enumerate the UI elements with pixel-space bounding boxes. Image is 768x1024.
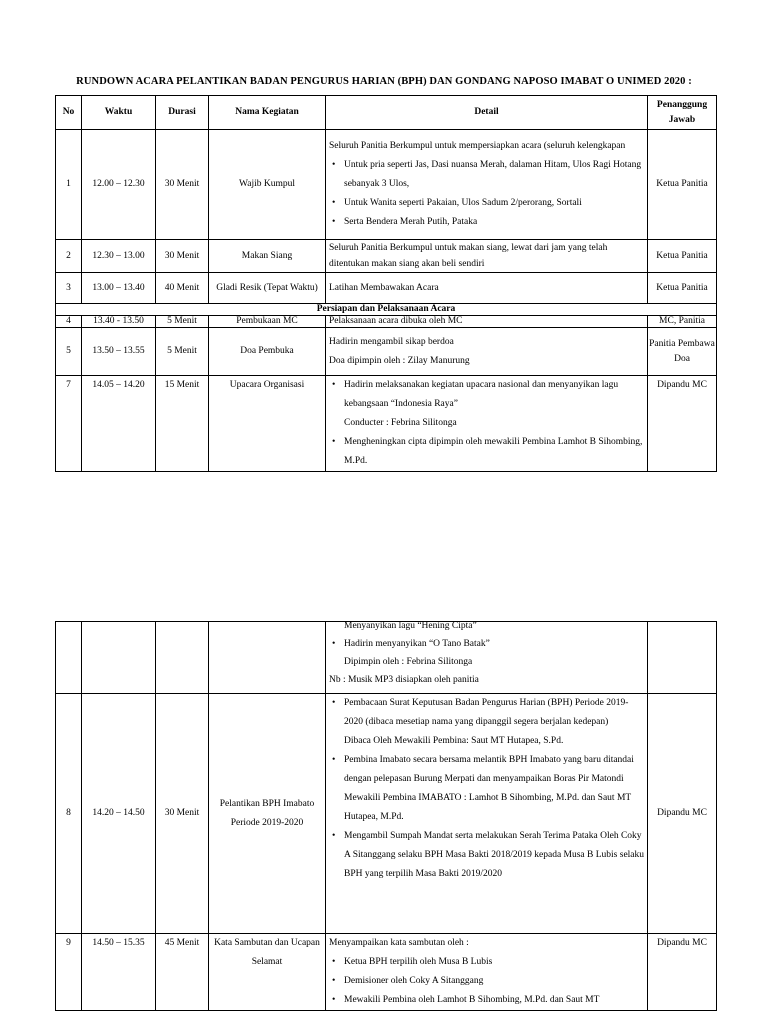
- header-waktu: Waktu: [82, 96, 156, 130]
- cell-nama: Wajib Kumpul: [209, 130, 326, 240]
- cell-durasi: 30 Menit: [156, 694, 209, 934]
- cell-no: 9: [56, 934, 82, 1011]
- header-penanggung-jawab: Penanggung Jawab: [648, 96, 717, 130]
- cell-detail: Seluruh Panitia Berkumpul untuk makan siang, lewat dari jam yang telah ditentukan makan siang akan beli sendiri: [326, 240, 648, 273]
- rundown-table-continued: [55, 621, 717, 1011]
- cell-detail: [326, 622, 648, 694]
- header-no: No: [56, 96, 82, 130]
- detail-bullet: • Demisioner oleh Coky A Sitanggang: [329, 972, 645, 991]
- detail-bullet: • Pembina Imabato secara bersama melantik BPH Imabato yang baru ditandai dengan pelepasan Burung Merpati dan menyampaikan Boras Pir Matondi: [329, 751, 645, 789]
- detail-bullet: • Mengheningkan cipta dipimpin oleh mewakili Pembina Lamhot B Sihombing, M.Pd.: [329, 433, 645, 471]
- cell-no: 3: [56, 273, 82, 304]
- cell-nama: Makan Siang: [209, 240, 326, 273]
- cell-nama: Kata Sambutan dan Ucapan Selamat: [209, 934, 326, 1011]
- table-row: [56, 376, 717, 472]
- detail-text: Dipimpin oleh : Febrina Silitonga: [344, 657, 473, 667]
- cell-durasi: 30 Menit: [156, 130, 209, 240]
- cell-detail: [326, 328, 648, 376]
- cell-pj: [648, 622, 717, 694]
- cell-nama: [209, 622, 326, 694]
- cell-durasi: [156, 622, 209, 694]
- detail-text: Menyanyikan lagu “Hening Cipta”: [344, 621, 477, 631]
- cell-nama: Gladi Resik (Tepat Waktu): [209, 273, 326, 304]
- cell-pj: Dipandu MC: [648, 694, 717, 934]
- cell-nama: Pembukaan MC: [209, 316, 326, 328]
- table-row: [56, 130, 717, 240]
- cell-waktu: 14.20 – 14.50: [82, 694, 156, 934]
- cell-durasi: 5 Menit: [156, 316, 209, 328]
- cell-no: 7: [56, 376, 82, 472]
- cell-pj: MC, Panitia: [648, 316, 717, 328]
- detail-bullet: • Mewakili Pembina oleh Lamhot B Sihombing, M.Pd. dan Saut MT: [329, 991, 645, 1010]
- detail-bullet: • Untuk pria seperti Jas, Dasi nuansa Merah, dalaman Hitam, Ulos Ragi Hotang sebanyak 3 Ulos,: [329, 156, 645, 194]
- cell-waktu: [82, 622, 156, 694]
- detail-text: Nb : Musik MP3 disiapkan oleh panitia: [329, 675, 479, 685]
- table-row: [56, 273, 717, 304]
- cell-pj: Ketua Panitia: [648, 273, 717, 304]
- table-header-row: [56, 96, 717, 130]
- cell-no: 1: [56, 130, 82, 240]
- cell-pj: Panitia Pembawa Doa: [648, 328, 717, 376]
- cell-detail: [326, 694, 648, 934]
- table-row: [56, 622, 717, 694]
- cell-nama: Doa Pembuka: [209, 328, 326, 376]
- detail-text: Hadirin mengambil sikap berdoa: [329, 336, 454, 347]
- cell-no: 4: [56, 316, 82, 328]
- header-detail: Detail: [326, 96, 648, 130]
- detail-text: Mewakili Pembina IMABATO : Lamhot B Sihombing, M.Pd. dan Saut MT Hutapea, M.Pd.: [344, 793, 632, 822]
- cell-waktu: 13.40 - 13.50: [82, 316, 156, 328]
- table-row: [56, 316, 717, 328]
- cell-pj: Dipandu MC: [648, 934, 717, 1011]
- cell-durasi: 5 Menit: [156, 328, 209, 376]
- detail-text: Conducter : Febrina Silitonga: [344, 418, 457, 428]
- cell-pj: Ketua Panitia: [648, 130, 717, 240]
- table-row: [56, 694, 717, 934]
- table-row: [56, 328, 717, 376]
- cell-waktu: 14.50 – 15.35: [82, 934, 156, 1011]
- cell-detail: [326, 130, 648, 240]
- cell-pj: Ketua Panitia: [648, 240, 717, 273]
- cell-waktu: 14.05 – 14.20: [82, 376, 156, 472]
- detail-bullet: • Mengambil Sumpah Mandat serta melakukan Serah Terima Pataka Oleh Coky A Sitanggang selaku BPH Masa Bakti 2018/2019 kepada Musa B Lubis selaku BPH yang terpilih Masa Bakti 2019/2020: [329, 827, 645, 884]
- table-row: [56, 240, 717, 273]
- cell-durasi: 30 Menit: [156, 240, 209, 273]
- rundown-table: [55, 95, 717, 472]
- section-row: [56, 304, 717, 316]
- cell-waktu: 12.30 – 13.00: [82, 240, 156, 273]
- cell-pj: Dipandu MC: [648, 376, 717, 472]
- cell-nama: Pelantikan BPH Imabato Periode 2019-2020: [209, 694, 326, 934]
- header-nama-kegiatan: Nama Kegiatan: [209, 96, 326, 130]
- cell-no: [56, 622, 82, 694]
- detail-bullet: • Hadirin melaksanakan kegiatan upacara nasional dan menyanyikan lagu kebangsaan “Indonesia Raya”: [329, 376, 645, 414]
- section-title: Persiapan dan Pelaksanaan Acara: [56, 304, 717, 316]
- header-durasi: Durasi: [156, 96, 209, 130]
- cell-durasi: 15 Menit: [156, 376, 209, 472]
- detail-bullet: • Ketua BPH terpilih oleh Musa B Lubis: [329, 953, 645, 972]
- cell-no: 2: [56, 240, 82, 273]
- detail-bullet: • Untuk Wanita seperti Pakaian, Ulos Sadum 2/perorang, Sortali: [329, 194, 645, 213]
- detail-text: Dibaca Oleh Mewakili Pembina: Saut MT Hutapea, S.Pd.: [344, 736, 564, 746]
- document-title: RUNDOWN ACARA PELANTIKAN BADAN PENGURUS HARIAN (BPH) DAN GONDANG NAPOSO IMABAT O UNIMED 2020 :: [76, 76, 692, 87]
- cell-detail: [326, 376, 648, 472]
- cell-nama: Upacara Organisasi: [209, 376, 326, 472]
- detail-text: Doa dipimpin oleh : Zilay Manurung: [329, 355, 470, 366]
- detail-bullet: • Serta Bendera Merah Putih, Pataka: [329, 213, 645, 232]
- detail-bullet: • Hadirin menyanyikan “O Tano Batak”: [329, 635, 645, 653]
- cell-waktu: 13.00 – 13.40: [82, 273, 156, 304]
- table-row: [56, 934, 717, 1011]
- cell-durasi: 45 Menit: [156, 934, 209, 1011]
- cell-no: 5: [56, 328, 82, 376]
- detail-text: Menyampaikan kata sambutan oleh :: [329, 938, 469, 948]
- cell-waktu: 13.50 – 13.55: [82, 328, 156, 376]
- cell-no: 8: [56, 694, 82, 934]
- cell-detail: Latihan Membawakan Acara: [326, 273, 648, 304]
- cell-detail: [326, 934, 648, 1011]
- cell-detail: Pelaksanaan acara dibuka oleh MC: [326, 316, 648, 328]
- detail-bullet: • Pembacaan Surat Keputusan Badan Pengurus Harian (BPH) Periode 2019-2020 (dibaca mesetiap nama yang dipanggil segera berjalan kedepan): [329, 694, 645, 732]
- cell-durasi: 40 Menit: [156, 273, 209, 304]
- cell-waktu: 12.00 – 12.30: [82, 130, 156, 240]
- detail-text: Seluruh Panitia Berkumpul untuk mempersiapkan acara (seluruh kelengkapan: [329, 141, 626, 151]
